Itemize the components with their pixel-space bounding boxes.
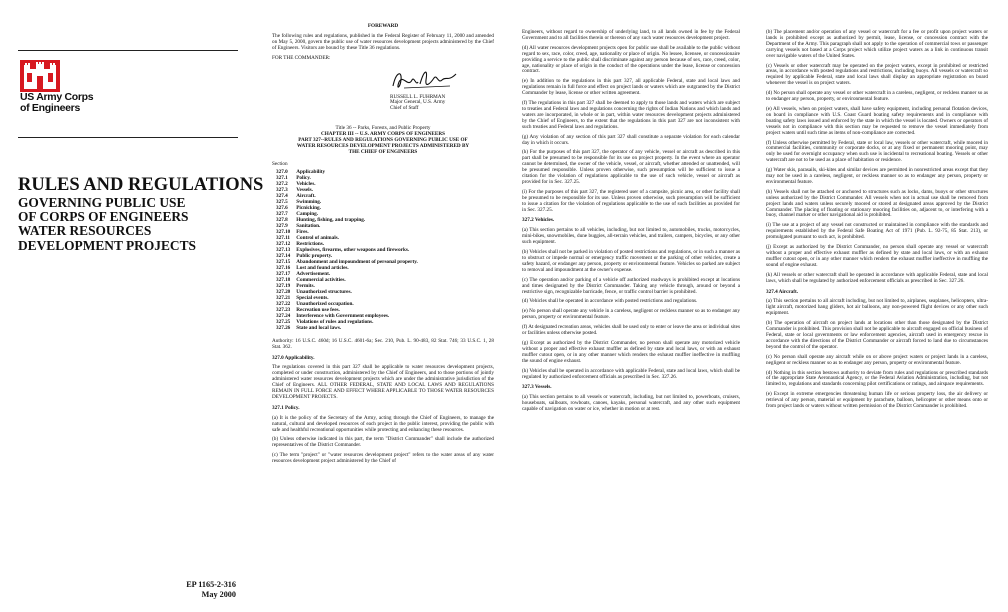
section-heading: 327.3 Vessels. (522, 384, 552, 391)
castle-icon (20, 60, 60, 92)
section-heading: 327.0 Applicability. (272, 354, 315, 361)
toc-section-number: 327.13 (276, 246, 291, 253)
document-id (186, 580, 236, 600)
toc-section-number: 327.25 (276, 318, 291, 325)
cover-subtitle-line: OF CORPS OF ENGINEERS (18, 209, 189, 225)
section-paragraph: (k) All vessels or other watercraft shall be operated in accordance with applicable Federal, state and local laws, which shall be regulated by authorized enforcement officials as prescribed in Sec. 327.26. (766, 271, 988, 284)
toc-section-title: Camping. (296, 210, 319, 217)
section-paragraph: (f) Unless otherwise permitted by Federal, state or local law, vessels or other watercraft, while moored in commercial facilities, community or corporate docks, or at any fixed or permanent mooring point, may only be used for overnight occupancy when such use is incidental to recreational boating. Vessels or other watercraft are not to be used as a place of habitation or residence. (766, 139, 988, 164)
section-paragraph: (b) The placement and/or operation of any vessel or watercraft for a fee or profit upon project waters or lands is prohibited except as authorized by permit, lease, license, or concession contract with the Department of the Army. This paragraph shall not apply to the operation of commercial tows or passenger carrying vessels not based at a Corps project which utilize project waters as a link in continuous transit over navigable waters of the United States. (766, 29, 988, 59)
toc-section-title: Explosives, firearms, other weapons and fireworks. (296, 246, 410, 253)
toc-section-title: Abandonment and impoundment of personal property. (296, 258, 418, 265)
section-paragraph: (b) Vehicles shall not be parked in violation of posted restrictions and regulations, or in such a manner as to obstruct or impede normal or emergency traffic movement or the parking of other vehicles, create a safety hazard, or endanger any person, property or environmental feature. Vehicles so parked are subject to removal and impoundment at the owner's expense. (522, 249, 740, 273)
signer-rank: Major General, U.S. Army (390, 99, 446, 106)
toc-section-number: 327.16 (276, 264, 291, 271)
toc-section-number: 327.8 (276, 216, 288, 223)
section-paragraph: Engineers, without regard to ownership of underlying land, to all lands owned in fee by the Federal Government and to all facilities therein or thereon of any such water resources development project. (522, 29, 740, 41)
section-paragraph: (b) The operation of aircraft on project lands at locations other than those designated by the District Commander is prohibited. This provision shall not be applicable to aircraft engaged on official business of Federal, state or local governments or law enforcement agencies, aircraft used in emergency rescue in accordance with the directions of the District Commander or aircraft forced to land due to circumstances beyond the control of the operator. (766, 320, 988, 350)
section-paragraph: (g) Any violation of any section of this part 327 shall constitute a separate violation for each calendar day in which it occurs. (522, 133, 740, 146)
toc-row (276, 247, 424, 253)
section-paragraph: (i) For the purposes of this part 327, the registered user of a campsite, picnic area, or other facility shall be presumed to be responsible for its use. Unless proven otherwise, such presumption will be sufficient to issue a citation for the violation of regulations applicable to the use of such facilities as provided for in Sec. 327.25. (522, 188, 740, 213)
toc-section-title: Special events. (296, 294, 329, 301)
toc-section-number: 327.20 (276, 288, 291, 295)
signature-block (390, 95, 494, 113)
section-paragraph: (a) This section pertains to all aircraft including, but not limited to, airplanes, seaplanes, helicopters, ultra-light aircraft, motorized hang gliders, hot air balloons, any non-powered flight devices or any other such equipment. (766, 298, 988, 317)
section-paragraph: (c) The operation and/or parking of a vehicle off authorized roadways is prohibited except at locations and times designated by the District Commander. Taking any vehicle through, around or beyond a restrictive sign, recognizable barricade, fence, or traffic control barrier is prohibited. (522, 276, 740, 295)
cover-subtitle-line: WATER RESOURCES (18, 223, 152, 239)
section-paragraph: (d) Nothing in this section bestows authority to deviate from rules and regulations or prescribed standards of the appropriate State Aeronautical Agency, or the Federal Aviation Administration, including, but not limited to, regulations and standards concerning pilot certifications or ratings, and airspace requirements. (766, 369, 988, 388)
usace-logo (20, 60, 130, 114)
header-line: WATER RESOURCES DEVELOPMENT PROJECTS ADMINISTERED BY (296, 142, 470, 149)
toc-section-number: 327.12 (276, 240, 291, 247)
section-paragraph: (c) Vessels or other watercraft may be operated on the project waters, except in prohibited or restricted areas, in accordance with posted regulations and restrictions, including buoys. All vessels or watercraft so required by applicable Federal, state and local laws shall display an appropriate registration on board whenever the vessel is on project waters. (766, 62, 988, 87)
section-paragraph: (e) Except in extreme emergencies threatening human life or serious property loss, the air delivery or retrieval of any person, material or equipment by parachute, balloon, helicopter or other means onto or from project lands or waters without written permission of the District Commander is prohibited. (766, 391, 988, 410)
cover-mid-rule (18, 137, 238, 138)
authority-text: Authority: 16 U.S.C. 460d; 16 U.S.C. 4601-6a; Sec. 210, Pub. L. 90-483, 82 Stat. 746; 33 U.S.C. 1, 28 Stat. 362. (272, 337, 494, 350)
toc-section-title: Recreation use fees. (296, 306, 340, 313)
for-commander-label: FOR THE COMMANDER: (272, 54, 331, 61)
header-line: THE CHIEF OF ENGINEERS (348, 148, 418, 155)
toc-section-title: Commercial activities. (296, 276, 346, 283)
toc-section-number: 327.2 (276, 180, 288, 187)
section-heading: 327.4 Aircraft. (766, 288, 799, 295)
toc-section-title: Vehicles. (296, 180, 316, 187)
toc-section-title: Lost and found articles. (296, 264, 349, 271)
signature-image (390, 66, 460, 94)
toc-section-title: Applicability (296, 168, 326, 175)
section-paragraph: (f) At designated recreation areas, vehicles shall be used only to enter or leave the area or individual sites or facilities unless otherwise posted. (522, 324, 740, 337)
foreword-text: The following rules and regulations, published in the Federal Register of February 11, 2000 and amended on May 5, 2000, govern the public use of water resources development projects administered by the Chief of Engineers. Visitors are bound by these Title 36 regulations. (272, 32, 494, 51)
toc-row (276, 325, 424, 331)
toc-section-title: Public property. (296, 252, 333, 259)
section-paragraph: (f) The regulations in this part 327 shall be deemed to apply to those lands and waters which are subject to treaties and Federal laws and regulations concerning the rights of Indian Nations and which lands and waters are incorporated, in whole or in part, within water resources development projects administered by the Chief of Engineers, to the extent that the regulations in this part 327 are not inconsistent with such treaties and Federal laws and regulations. (522, 100, 740, 130)
toc-section-number: 327.23 (276, 306, 291, 313)
toc-section-number: 327.17 (276, 270, 291, 277)
toc-section-number: 327.6 (276, 204, 288, 211)
toc-section-number: 327.10 (276, 228, 291, 235)
toc-section-title: Sanitation. (296, 222, 321, 229)
foreword-title: FOREWARD (367, 23, 399, 29)
section-paragraph: The regulations covered in this part 327 shall be applicable to water resources development projects, completed or under construction, administered by the Chief of Engineers, and to those portions of jointly administered water resources development projects which are under the administrative jurisdiction of the Chief of Engineers. ALL OTHER FEDERAL, STATE AND LOCAL LAWS AND REGULATIONS REMAIN IN FULL FORCE AND EFFECT WHERE APPLICABLE TO THOSE WATER RESOURCES DEVELOPMENT PROJECTS. (272, 364, 494, 400)
toc-section-number: 327.1 (276, 174, 288, 181)
section-paragraph: (c) No person shall operate any aircraft while on or above project waters or project lands in a careless, negligent or reckless manner so as to endanger any person, property or environmental feature. (766, 353, 988, 366)
part-header (272, 126, 494, 156)
toc-section-title: Interference with Government employees. (296, 312, 390, 319)
section-paragraph: (b) Unless otherwise indicated in this part, the term "District Commander" shall include the authorized representatives of the District Commander. (272, 436, 494, 449)
section-paragraph: (d) All water resources development projects open for public use shall be available to the public without regard to sex, race, color, creed, age, nationality or place of origin. No lessee, licensee, or concessionaire providing a service to the public shall discriminate against any person because of sex, race, creed, color, age, nationality or place of origin in the conduct of the operations under the lease, license or concession contract. (522, 44, 740, 75)
toc-row (276, 259, 424, 265)
signer-name: RUSSELL L. FUHRMAN (390, 93, 446, 100)
toc-section-title: State and local laws. (296, 324, 342, 331)
section-paragraph: (a) This section pertains to all vessels or watercraft, including, but not limited to, powerboats, cruisers, houseboats, sailboats, rowboats, canoes, kayaks, personal watercraft, and any other such equipment capable of navigation on water or ice, whether in motion or at rest. (522, 394, 740, 413)
logo-text-line1: US Army Corps (20, 91, 94, 103)
toc-section-number: 327.24 (276, 312, 291, 319)
section-paragraph: (g) Water skis, parasails, ski-kites and similar devices are permitted in nonrestricted areas except that they may not be used in a careless, negligent, or reckless manner so as to endanger any person, property or environmental feature. (766, 167, 988, 185)
toc-section-number: 327.9 (276, 222, 288, 229)
document-number: EP 1165-2-316 (186, 580, 236, 589)
cover-subtitle-line: GOVERNING PUBLIC USE (18, 195, 186, 210)
text-column-2 (272, 24, 494, 469)
toc-section-number: 327.14 (276, 252, 291, 259)
section-paragraph: (a) This section pertains to all vehicles, including, but not limited to, automobiles, trucks, motorcycles, mini-bikes, snowmobiles, dune buggies, all-terrain vehicles, and trailers, campers, bicycles, or any other such equipment. (522, 227, 740, 246)
text-column-3 (522, 30, 740, 417)
toc-section-number: 327.0 (276, 168, 288, 175)
toc-section-number: 327.11 (276, 234, 290, 241)
toc-section-title: Hunting, fishing, and trapping. (296, 216, 366, 223)
toc-section-title: Unauthorized structures. (296, 288, 352, 295)
signer-title: Chief of Staff (390, 105, 419, 112)
section-paragraph: (c) The term "project" or "water resources development project" refers to the water areas of any water resources development project administered by the Chief of (272, 452, 494, 465)
toc-section-number: 327.3 (276, 186, 288, 193)
text-column-4 (766, 30, 988, 414)
section-paragraph: (h) Vehicles shall be operated in accordance with applicable Federal, state and local laws, which shall be regulated by authorized enforcement officials as prescribed in Sec. 327.26. (522, 367, 740, 380)
toc-section-title: Aircraft. (296, 192, 316, 199)
document-date: May 2000 (201, 590, 236, 599)
cover-subtitle (18, 196, 238, 253)
toc-section-number: 327.26 (276, 324, 291, 331)
section-paragraph: (a) It is the policy of the Secretary of the Army, acting through the Chief of Engineers, to manage the natural, cultural and developed resources of each project in the public interest, providing the public with safe and healthful recreational opportunities while protecting and enhancing these resources. (272, 414, 494, 433)
section-paragraph: (e) No person shall operate any vehicle in a careless, negligent or reckless manner so as to endanger any person, property or environmental feature. (522, 308, 740, 321)
toc-section-title: Restrictions. (296, 240, 325, 247)
section-paragraph: (d) No person shall operate any vessel or other watercraft in a careless, negligent, or reckless manner so as to endanger any person, property, or environmental feature. (766, 90, 988, 103)
cover-title: RULES AND REGULATIONS (18, 175, 264, 195)
section-paragraph: (e) In addition to the regulations in this part 327, all applicable Federal, state and local laws and regulations remain in full force and effect on project lands or waters which are outgranted by the District Commander by lease, license or other written agreement. (522, 78, 740, 97)
header-line: CHAPTER III -- U.S. ARMY CORPS OF ENGINEERS (321, 131, 445, 138)
section-paragraph: (i) The use at a project of any vessel not constructed or maintained in compliance with the standards and requirements established by the Federal Safe Boating Act of 1971 (Pub. L. 92-75, 85 Stat. 213), or promulgated pursuant to such act, is prohibited. (766, 222, 988, 241)
toc-section-number: 327.5 (276, 198, 288, 205)
toc-section-number: 327.19 (276, 282, 291, 289)
header-line: PART 327--RULES AND REGULATIONS GOVERNING PUBLIC USE OF (298, 137, 468, 144)
toc-section-title: Violations of rules and regulations. (296, 318, 374, 325)
section-paragraph: (d) Vehicles shall be operated in accordance with posted restrictions and regulations. (522, 298, 698, 305)
section-table-of-contents (276, 169, 424, 331)
toc-section-number: 327.22 (276, 300, 291, 307)
toc-label: Section (272, 160, 288, 167)
toc-section-title: Permits. (296, 282, 315, 289)
section-paragraph: (h) Vessels shall not be attached or anchored to structures such as locks, dams, buoys or other structures unless authorized by the District Commander. All vessels when not in actual use shall be removed from project lands and waters unless securely moored or stored at designated areas approved by the District Commander. The placing of floating or stationary mooring facilities on, adjacent to, or interfering with a buoy, channel marker or other navigational aid is prohibited. (766, 188, 988, 219)
toc-section-title: Swimming. (296, 198, 322, 205)
section-heading: 327.2 Vehicles. (522, 217, 555, 224)
toc-section-number: 327.18 (276, 276, 291, 283)
logo-text-line2: of Engineers (20, 102, 80, 114)
section-paragraph: (j) Except as authorized by the District Commander, no person shall operate any vessel or watercraft without a proper and effective exhaust muffler as defined by state and local laws, or with an exhaust muffler cutout open, or in any other manner which renders the exhaust muffler ineffective in muffling the sound of engine exhaust. (766, 244, 988, 268)
cover-top-rule (18, 50, 238, 51)
cover-subtitle-line: DEVELOPMENT PROJECTS (18, 237, 196, 253)
section-paragraph: (h) For the purposes of this part 327, the operator of any vehicle, vessel or aircraft as described in this part shall be presumed to be responsible for its use on project property. In the event where an operator cannot be determined, the owner of the vehicle, vessel, or aircraft, whether attended or unattended, will be presumed responsible. Unless proven otherwise, such presumption will be sufficient to issue a citation for the violation of regulations applicable to the use of such vehicle, vessel or aircraft as provided for in Sec. 327.25. (522, 149, 740, 185)
section-heading: 327.1 Policy. (272, 404, 300, 411)
toc-section-number: 327.15 (276, 258, 291, 265)
header-line: Title 36 -- Parks, Forests, and Public Property (335, 125, 431, 132)
toc-section-title: Policy. (296, 174, 311, 181)
toc-section-title: Vessels. (296, 186, 313, 193)
section-paragraph: (g) Except as authorized by the District Commander, no person shall operate any motorized vehicle without a proper and effective exhaust muffler as defined by state and local laws, or with an exhaust muffler cutout open, or in any other manner which renders the exhaust muffler ineffective in muffling the sound of engine exhaust. (522, 339, 740, 364)
toc-section-title: Unauthorized occupation. (296, 300, 354, 307)
toc-section-number: 327.7 (276, 210, 288, 217)
toc-section-title: Control of animals. (296, 234, 339, 241)
toc-section-title: Picnicking. (296, 204, 321, 211)
toc-section-number: 327.4 (276, 192, 288, 199)
section-paragraph: (e) All vessels, when on project waters, shall have safety equipment, including personal flotation devices, on board in compliance with U.S. Coast Guard boating safety requirements and in compliance with boating safety laws issued and enforced by the state in which the vessel is located. Owners or operators of vessels not in compliance with this section may be requested to remove the vessel immediately from project waters until such time as items of non-compliance are corrected. (766, 105, 988, 136)
toc-section-title: Advertisement. (296, 270, 331, 277)
toc-section-number: 327.21 (276, 294, 291, 301)
toc-section-title: Fires. (296, 228, 309, 235)
